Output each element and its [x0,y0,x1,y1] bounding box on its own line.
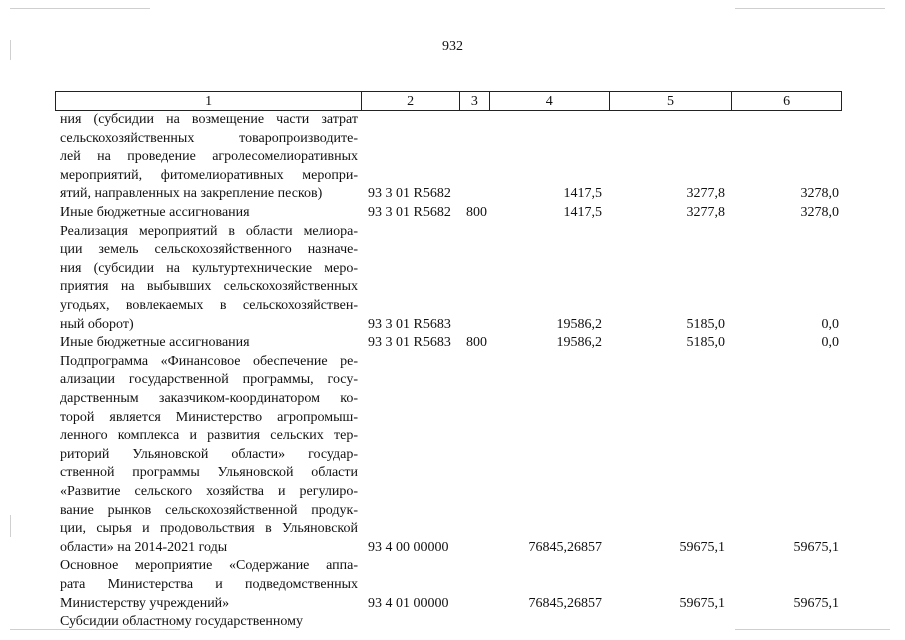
scan-artifact-bottom-right [735,629,890,630]
description-line: мероприятий, фитомелиоративных меропри- [60,167,358,183]
row-description [60,223,358,335]
row-description [60,334,358,353]
row-description [60,557,358,613]
description-line: ции земель сельскохозяйственного назначе- [60,242,358,258]
description-line: Иные бюджетные ассигнования [60,335,250,351]
table-row [60,111,840,204]
row-code: 93 3 01 R5683 [368,316,451,332]
row-code: 93 3 01 R5682 [368,205,451,220]
row-expense-type: 800 [466,335,487,351]
header-col-2: 2 [362,92,460,110]
row-value-col4: 1417,5 [563,205,602,220]
table-row [60,223,840,335]
table-row [60,204,840,223]
description-line: ственной программы Ульяновской области [60,465,358,481]
scan-artifact-bottom [10,629,180,630]
row-code: 93 4 00 00000 [368,539,449,555]
description-line: приятия на выбывших сельскохозяйственных [60,279,358,295]
row-value-col4: 76845,26857 [528,539,602,555]
header-col-3: 3 [460,92,490,110]
description-line: дарственным заказчиком-координатором ко- [60,390,358,406]
row-value-col6: 3278,0 [800,205,839,220]
description-line: ный оборот) [60,316,134,332]
description-line: риторий Ульяновской области» государ- [60,446,358,462]
row-description [60,204,358,223]
description-line: Основное мероприятие «Содержание аппа- [60,558,358,574]
description-line: ятий, направленных на закрепление песков) [60,186,323,202]
row-value-col5: 3277,8 [686,205,725,220]
row-code: 93 3 01 R5682 [368,186,451,202]
scan-artifact-top [10,8,150,9]
table-row [60,557,840,613]
row-code: 93 4 01 00000 [368,595,449,611]
header-col-5: 5 [610,92,733,110]
table-header [55,91,842,111]
row-value-col5: 59675,1 [679,539,725,555]
description-line: Иные бюджетные ассигнования [60,205,250,220]
description-line: области» на 2014-2021 годы [60,539,228,555]
row-value-col5: 59675,1 [679,595,725,611]
page-number: 932 [442,39,463,54]
row-value-col5: 3277,8 [686,186,725,202]
header-col-4: 4 [490,92,610,110]
row-description [60,353,358,558]
row-value-col5: 5185,0 [686,335,725,351]
scan-artifact-left-2 [10,515,11,537]
description-line: Министерству учреждений» [60,595,230,611]
row-value-col4: 76845,26857 [528,595,602,611]
description-line: «Развитие сельского хозяйства и регулиро- [60,483,358,499]
description-line: Субсидии областному государственному [60,614,304,630]
row-value-col6: 0,0 [821,335,839,351]
description-line: ции, сырья и продовольствия в Ульяновской [60,521,358,537]
row-description [60,111,358,204]
row-expense-type: 800 [466,205,487,220]
table-row [60,334,840,353]
row-value-col6: 3278,0 [800,186,839,202]
description-line: лей на проведение агролесомелиоративных [60,149,358,165]
scan-artifact-left [10,40,11,60]
header-col-6: 6 [783,94,791,109]
description-line: Реализация мероприятий в области мелиора- [60,223,358,239]
row-value-col6: 59675,1 [793,595,839,611]
row-value-col6: 0,0 [821,316,839,332]
description-line: торой является Министерство агропромыш- [60,409,358,425]
row-value-col4: 19586,2 [556,316,602,332]
row-value-col4: 19586,2 [556,335,602,351]
description-line: ленного комплекса и развития сельских тер- [60,428,358,444]
description-line: ния (субсидии на возмещение части затрат [60,112,358,127]
header-col-1: 1 [56,92,362,110]
description-line: вание рынков сельскохозяйственной продук- [60,502,358,518]
row-value-col6: 59675,1 [793,539,839,555]
description-line: угодьях, вовлекаемых в сельскохозяйствен- [60,297,358,313]
table-row [60,353,840,558]
description-line: Подпрограмма «Финансовое обеспечение ре- [60,353,358,369]
description-line: ализации государственной программы, госу- [60,372,358,388]
row-value-col4: 1417,5 [563,186,602,202]
row-code: 93 3 01 R5683 [368,335,451,351]
description-line: ния (субсидии на культуртехнические меро- [60,260,358,276]
description-line: сельскохозяйственных товаропроизводите- [60,130,358,146]
row-value-col5: 5185,0 [686,316,725,332]
scan-artifact-top-right [735,8,885,9]
description-line: рата Министерства и подведомственных [60,576,358,592]
